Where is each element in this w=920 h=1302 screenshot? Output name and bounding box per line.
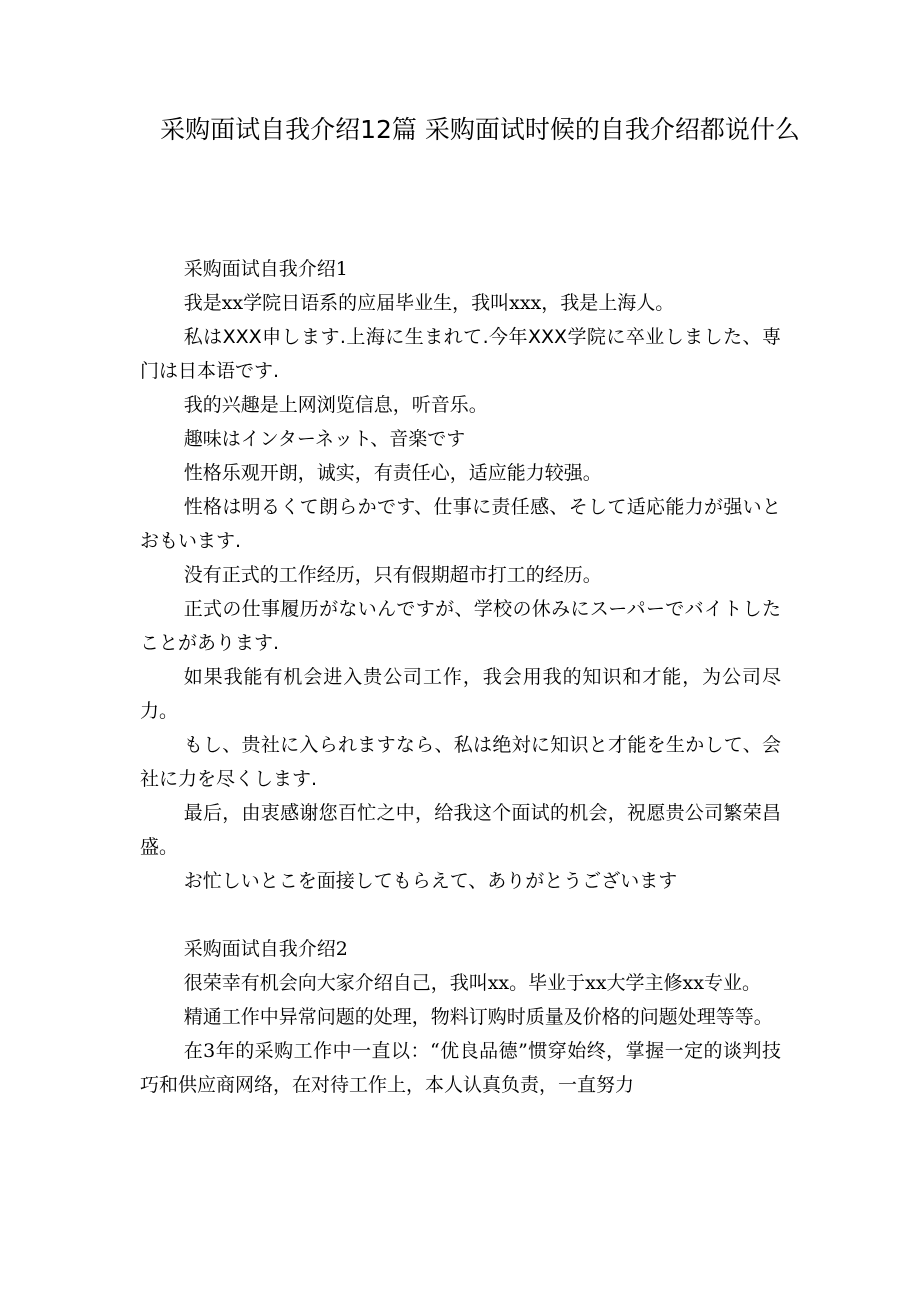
paragraph: もし、贵社に入られますなら、私は绝対に知识と才能を生かして、会社に力を尽くします.	[140, 734, 781, 790]
section-heading: 采购面试自我介绍2	[183, 938, 348, 960]
paragraph: 性格乐观开朗，诚实，有责任心，适应能力较强。	[183, 462, 602, 484]
paragraph: 正式の仕事履历がないんですが、学校の休みにスーパーでバイトしたことがあります.	[140, 598, 781, 654]
section-spacer	[140, 898, 781, 932]
paragraph: 如果我能有机会进入贵公司工作，我会用我的知识和才能，为公司尽力。	[140, 666, 781, 722]
paragraph: 精通工作中异常问题的处理，物料订购时质量及价格的问题处理等等。	[183, 1006, 773, 1028]
paragraph: 性格は明るくて朗らかです、仕事に责任感、そして适応能力が强いとおもいます.	[140, 496, 781, 552]
paragraph: 私はXXX申します.上海に生まれて.今年XXX学院に卒业しました、専门は日本语です.	[140, 326, 781, 382]
paragraph: 趣味はインターネット、音楽です	[183, 428, 466, 450]
paragraph: 在3年的采购工作中一直以：“优良品德”惯穿始终，掌握一定的谈判技巧和供应商网络，在对待工作上，本人认真负责，一直努力	[140, 1040, 781, 1096]
paragraph: 最后，由衷感谢您百忙之中，给我这个面试的机会，祝愿贵公司繁荣昌盛。	[140, 802, 781, 858]
paragraph: 我是xx学院日语系的应届毕业生，我叫xxx，我是上海人。	[183, 292, 675, 314]
paragraph: 我的兴趣是上网浏览信息，听音乐。	[183, 394, 488, 416]
paragraph: 没有正式的工作经历，只有假期超市打工的经历。	[183, 564, 602, 586]
section-heading: 采购面试自我介绍1	[183, 258, 348, 280]
document-body	[140, 252, 781, 1102]
paragraph: 很荣幸有机会向大家介绍自己，我叫xx。毕业于xx大学主修xx专业。	[183, 972, 761, 994]
paragraph: お忙しいとこを面接してもらえて、ありがとうございます	[183, 870, 678, 892]
document-title: 采购面试自我介绍12篇 采购面试时候的自我介绍都说什么	[160, 115, 800, 144]
